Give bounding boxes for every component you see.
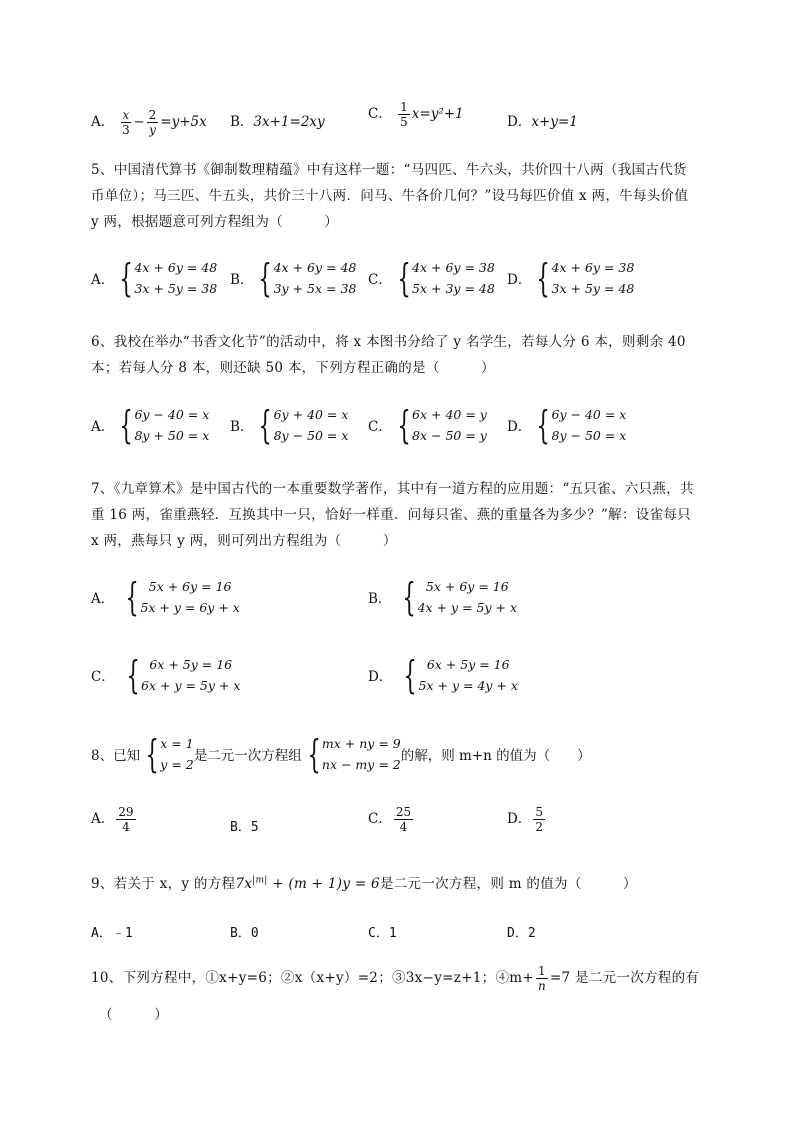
q7-stem-line-1: 7、《九章算术》是中国古代的一本重要数学著作，其中有一道方程的应用题：“五只雀、六只燕，共 xyxy=(91,481,694,497)
left-brace: { xyxy=(125,575,139,619)
equation-system: x = 1 y = 2 xyxy=(160,736,194,772)
equation-system: mx + ny = 9 nx − my = 2 xyxy=(321,736,401,772)
q6-option-d[interactable]: D． { 6y − 40 = x 8y − 50 = x xyxy=(507,403,627,447)
equation-system: 6y + 40 = x 8y − 50 = x xyxy=(273,407,349,443)
q6-stem-line-1: 6、我校在举办“书香文化节”的活动中，将 x 本图书分给了 y 名学生，若每人分 6 本，则剩余 40 xyxy=(91,334,686,350)
fraction: $\frac{1}{n}$ xyxy=(537,964,546,993)
fraction: $\frac{25}{4}$ xyxy=(395,805,412,834)
q6-option-c[interactable]: C． { 6x + 40 = y 8x − 50 = y xyxy=(368,403,487,447)
q7-option-a[interactable]: A． { 5x + 6y = 16 5x + y = 6y + x xyxy=(91,575,240,619)
left-brace: { xyxy=(258,403,273,447)
fraction: $\frac{5}{2}$ xyxy=(535,805,543,834)
q6-option-a[interactable]: A． { 6y − 40 = x 8y + 50 = x xyxy=(91,403,210,447)
left-brace: { xyxy=(307,732,321,776)
equation-system: 6x + 40 = y 8x − 50 = y xyxy=(412,407,487,443)
equation-system: 4x + 6y = 48 3y + 5x = 38 xyxy=(273,260,357,296)
equation-system: 4x + 6y = 38 5x + 3y = 48 xyxy=(412,260,495,296)
q5-stem-line-1: 5、中国清代算书《御制数理精蕴》中有这样一题：“马四匹、牛六头，共价四十八两（我国古代货 xyxy=(91,162,687,178)
q9-option-d[interactable]: D．2 xyxy=(507,926,536,941)
equation: $7x^{|m|} + (m + 1)y = 6$ xyxy=(235,875,380,892)
equation-system: 6x + 5y = 16 6x + y = 5y + x xyxy=(141,657,241,693)
q9-option-b[interactable]: B．0 xyxy=(230,926,259,941)
q9-option-c[interactable]: C．1 xyxy=(368,926,397,941)
equation-system: 6x + 5y = 16 5x + y = 4y + x xyxy=(418,657,518,693)
q7-option-c[interactable]: C． { 6x + 5y = 16 6x + y = 5y + x xyxy=(91,653,241,697)
fraction: $\frac{29}{4}$ xyxy=(118,805,134,834)
left-brace: { xyxy=(403,653,418,697)
left-brace: { xyxy=(397,256,411,300)
q9-option-a[interactable]: A．﹣1 xyxy=(91,926,133,941)
fraction: $\frac{2}{y}$ xyxy=(148,108,157,137)
q4-option-a[interactable]: A． $\frac{x}{3}$ − $\frac{2}{y}$ =y+5x xyxy=(91,108,207,137)
q8-stem: 8、已知 { x = 1 y = 2 是二元一次方程组 { mx + ny = 9 nx − my = 2 的解，则 m+n 的值为（ ） xyxy=(91,732,591,776)
equation-system: 5x + 6y = 16 5x + y = 6y + x xyxy=(140,579,240,615)
equation-system: 4x + 6y = 38 3x + 5y = 48 xyxy=(551,260,635,296)
q5-option-a[interactable]: A． { 4x + 6y = 48 3x + 5y = 38 xyxy=(91,256,218,300)
fraction: $\frac{1}{5}$ xyxy=(400,100,408,129)
equation-system: 6y − 40 = x 8y + 50 = x xyxy=(134,407,210,443)
q4-option-c[interactable]: C． $\frac{1}{5}$ x=y²+1 xyxy=(368,100,464,129)
q6-option-b[interactable]: B． { 6y + 40 = x 8y − 50 = x xyxy=(230,403,349,447)
left-brace: { xyxy=(119,403,133,447)
left-brace: { xyxy=(536,403,551,447)
q7-stem-line-2: 重 16 两，雀重燕轻．互换其中一只，恰好一样重．问每只雀、燕的重量各为多少？”解：设雀每只 xyxy=(91,507,691,523)
q8-option-c[interactable]: C． $\frac{25}{4}$ xyxy=(368,805,412,834)
q5-option-d[interactable]: D． { 4x + 6y = 38 3x + 5y = 48 xyxy=(507,256,635,300)
q7-option-b[interactable]: B． { 5x + 6y = 16 4x + y = 5y + x xyxy=(368,575,517,619)
left-brace: { xyxy=(536,256,551,300)
equation-system: 5x + 6y = 16 4x + y = 5y + x xyxy=(417,579,517,615)
left-brace: { xyxy=(119,256,133,300)
q8-option-b[interactable]: B．5 xyxy=(230,820,259,835)
equation-system: 6y − 40 = x 8y − 50 = x xyxy=(551,407,627,443)
equation-system: 4x + 6y = 48 3x + 5y = 38 xyxy=(134,260,218,296)
q7-option-d[interactable]: D． { 6x + 5y = 16 5x + y = 4y + x xyxy=(368,653,518,697)
q7-stem-line-3: x 两，燕每只 y 两，则可列出方程组为（ ） xyxy=(91,533,397,549)
q4-option-b[interactable]: B．3x+1=2xy xyxy=(230,114,325,130)
q6-stem-line-2: 本；若每人分 8 本，则还缺 50 本，下列方程正确的是（ ） xyxy=(91,360,495,376)
q5-stem-line-2: 币单位）；马三匹、牛五头，共价三十八两．问马、牛各价几何？”设马每匹价值 x 两，牛每头价值 xyxy=(91,188,689,204)
left-brace: { xyxy=(126,653,140,697)
fraction: $\frac{x}{3}$ xyxy=(122,108,130,137)
q5-option-c[interactable]: C． { 4x + 6y = 38 5x + 3y = 48 xyxy=(368,256,495,300)
q4-option-d[interactable]: D．x+y=1 xyxy=(507,114,578,130)
q8-option-d[interactable]: D． $\frac{5}{2}$ xyxy=(507,805,543,834)
left-brace: { xyxy=(258,256,273,300)
q5-option-b[interactable]: B． { 4x + 6y = 48 3y + 5x = 38 xyxy=(230,256,357,300)
left-brace: { xyxy=(402,575,417,619)
left-brace: { xyxy=(397,403,411,447)
q10-stem-line-1: 10、下列方程中，①x+y=6；②x（x+y）=2；③3x−y=z+1；④m+ $\frac{1}{n}$ =7 是二元一次方程的有 xyxy=(91,964,700,993)
left-brace: { xyxy=(145,732,159,776)
q9-stem: 9、若关于 x，y 的方程$7x^{|m|} + (m + 1)y = 6$是二元一次方程，则 m 的值为（ ） xyxy=(91,875,637,892)
q5-stem-line-3: y 两，根据题意可列方程组为（ ） xyxy=(91,214,339,230)
q8-option-a[interactable]: A． $\frac{29}{4}$ xyxy=(91,805,134,834)
q10-stem-line-2: （ ） xyxy=(99,1007,168,1023)
